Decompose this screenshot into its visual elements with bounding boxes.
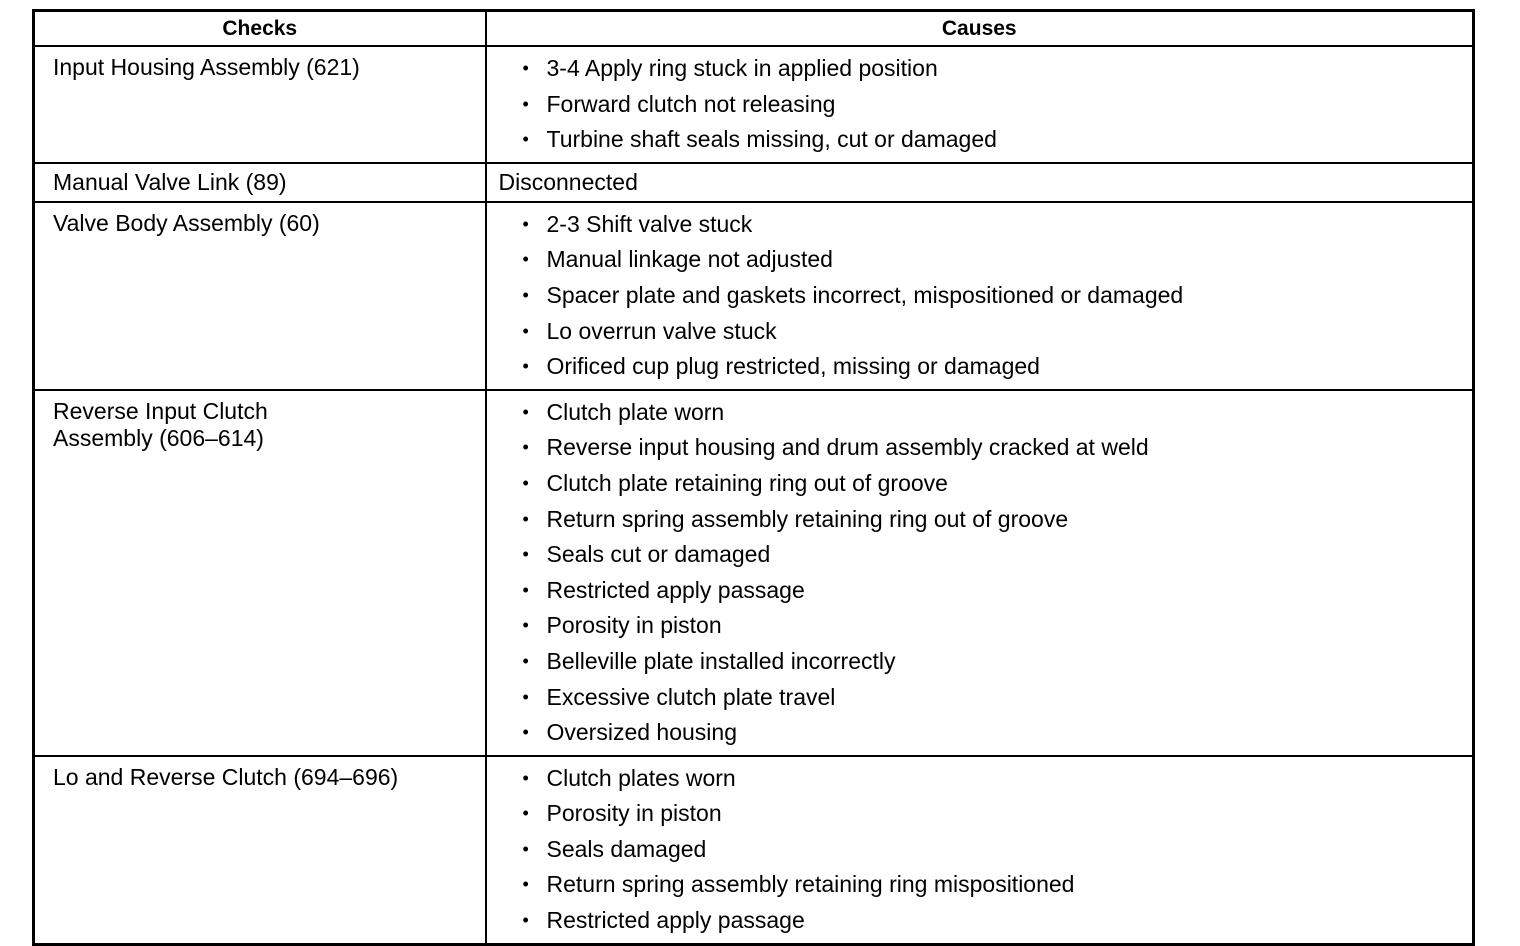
list-item [523,466,1463,502]
bullet-icon: • [522,803,529,824]
bullet-icon: • [522,437,529,458]
causes-cell [486,202,1474,390]
bullet-icon: • [522,213,529,234]
diagnosis-table [32,9,1475,946]
checks-header: Checks [34,11,486,47]
check-cell: Input Housing Assembly (621) [34,46,486,163]
list-item [523,87,1463,123]
check-cell: Lo and Reverse Clutch (694–696) [34,756,486,944]
check-cell: Manual Valve Link (89) [34,163,486,202]
cause-text: 2-3 Shift valve stuck [546,210,753,237]
bullet-icon: • [522,249,529,270]
bullet-icon: • [522,686,529,707]
cause-text: Porosity in piston [546,612,722,639]
list-item [523,715,1463,751]
cause-text: Manual linkage not adjusted [546,246,833,273]
check-line: Reverse Input Clutch [53,397,268,424]
list-item [523,832,1463,868]
list-item [523,502,1463,538]
cause-text: Return spring assembly retaining ring out of groove [546,505,1069,532]
causes-cell: Disconnected [486,163,1474,202]
bullet-icon: • [522,722,529,743]
bullet-icon: • [522,650,529,671]
cause-text: Lo overrun valve stuck [546,317,777,344]
header-row [34,11,1474,47]
bullet-icon: • [522,544,529,565]
cause-text: Reverse input housing and drum assembly cracked at weld [546,434,1149,461]
cause-text: 3-4 Apply ring stuck in applied position [546,55,938,81]
causes-list [523,51,1463,158]
list-item [523,430,1463,466]
list-item [523,278,1463,314]
bullet-icon: • [522,910,529,931]
list-item [523,903,1463,939]
list-item [523,608,1463,644]
cause-text: Porosity in piston [546,800,722,827]
bullet-icon: • [522,767,529,788]
list-item [523,537,1463,573]
list-item [523,51,1463,87]
list-item [523,680,1463,716]
cause-text: Seals cut or damaged [546,541,771,568]
cause-text: Oversized housing [546,719,737,746]
bullet-icon: • [522,615,529,636]
bullet-icon: • [522,838,529,859]
bullet-icon: • [522,284,529,305]
bullet-icon: • [522,58,529,78]
cause-text: Turbine shaft seals missing, cut or damaged [546,126,997,153]
causes-cell [486,46,1474,163]
table-row [34,756,1474,944]
cause-text: Return spring assembly retaining ring mispositioned [546,871,1075,898]
bullet-icon: • [522,320,529,341]
list-item [523,644,1463,680]
cause-text: Clutch plates worn [546,764,736,791]
cause-text: Spacer plate and gaskets incorrect, mispositioned or damaged [546,281,1184,308]
list-item [523,395,1463,431]
list-item [523,573,1463,609]
causes-list [523,207,1463,385]
table-row [34,163,1474,202]
cause-text: Forward clutch not releasing [546,90,836,117]
bullet-icon: • [522,356,529,377]
list-item [523,122,1463,158]
causes-cell [486,756,1474,944]
list-item [523,207,1463,243]
table-row [34,202,1474,390]
causes-cell [486,390,1474,756]
cause-text: Seals damaged [546,835,707,862]
causes-header: Causes [486,11,1474,47]
list-item [523,761,1463,797]
list-item [523,867,1463,903]
check-cell: Valve Body Assembly (60) [34,202,486,390]
cause-text: Excessive clutch plate travel [546,683,836,710]
check-line: Assembly (606–614) [53,424,264,451]
bullet-icon: • [522,93,529,114]
bullet-icon: • [522,129,529,150]
cause-text: Restricted apply passage [546,907,805,934]
list-item [523,796,1463,832]
list-item [523,314,1463,350]
cause-text: Orificed cup plug restricted, missing or damaged [546,353,1040,380]
cause-text: Clutch plate worn [546,398,725,425]
causes-list [523,395,1463,751]
list-item [523,349,1463,385]
causes-list [523,761,1463,939]
list-item [523,242,1463,278]
bullet-icon: • [522,401,529,422]
cause-text: Clutch plate retaining ring out of groove [546,469,948,496]
cause-text: Restricted apply passage [546,576,805,603]
bullet-icon: • [522,508,529,529]
table-row [34,390,1474,756]
check-cell [34,390,486,756]
bullet-icon: • [522,579,529,600]
cause-text: Belleville plate installed incorrectly [546,647,896,674]
table-row [34,46,1474,163]
bullet-icon: • [522,472,529,493]
bullet-icon: • [522,874,529,895]
